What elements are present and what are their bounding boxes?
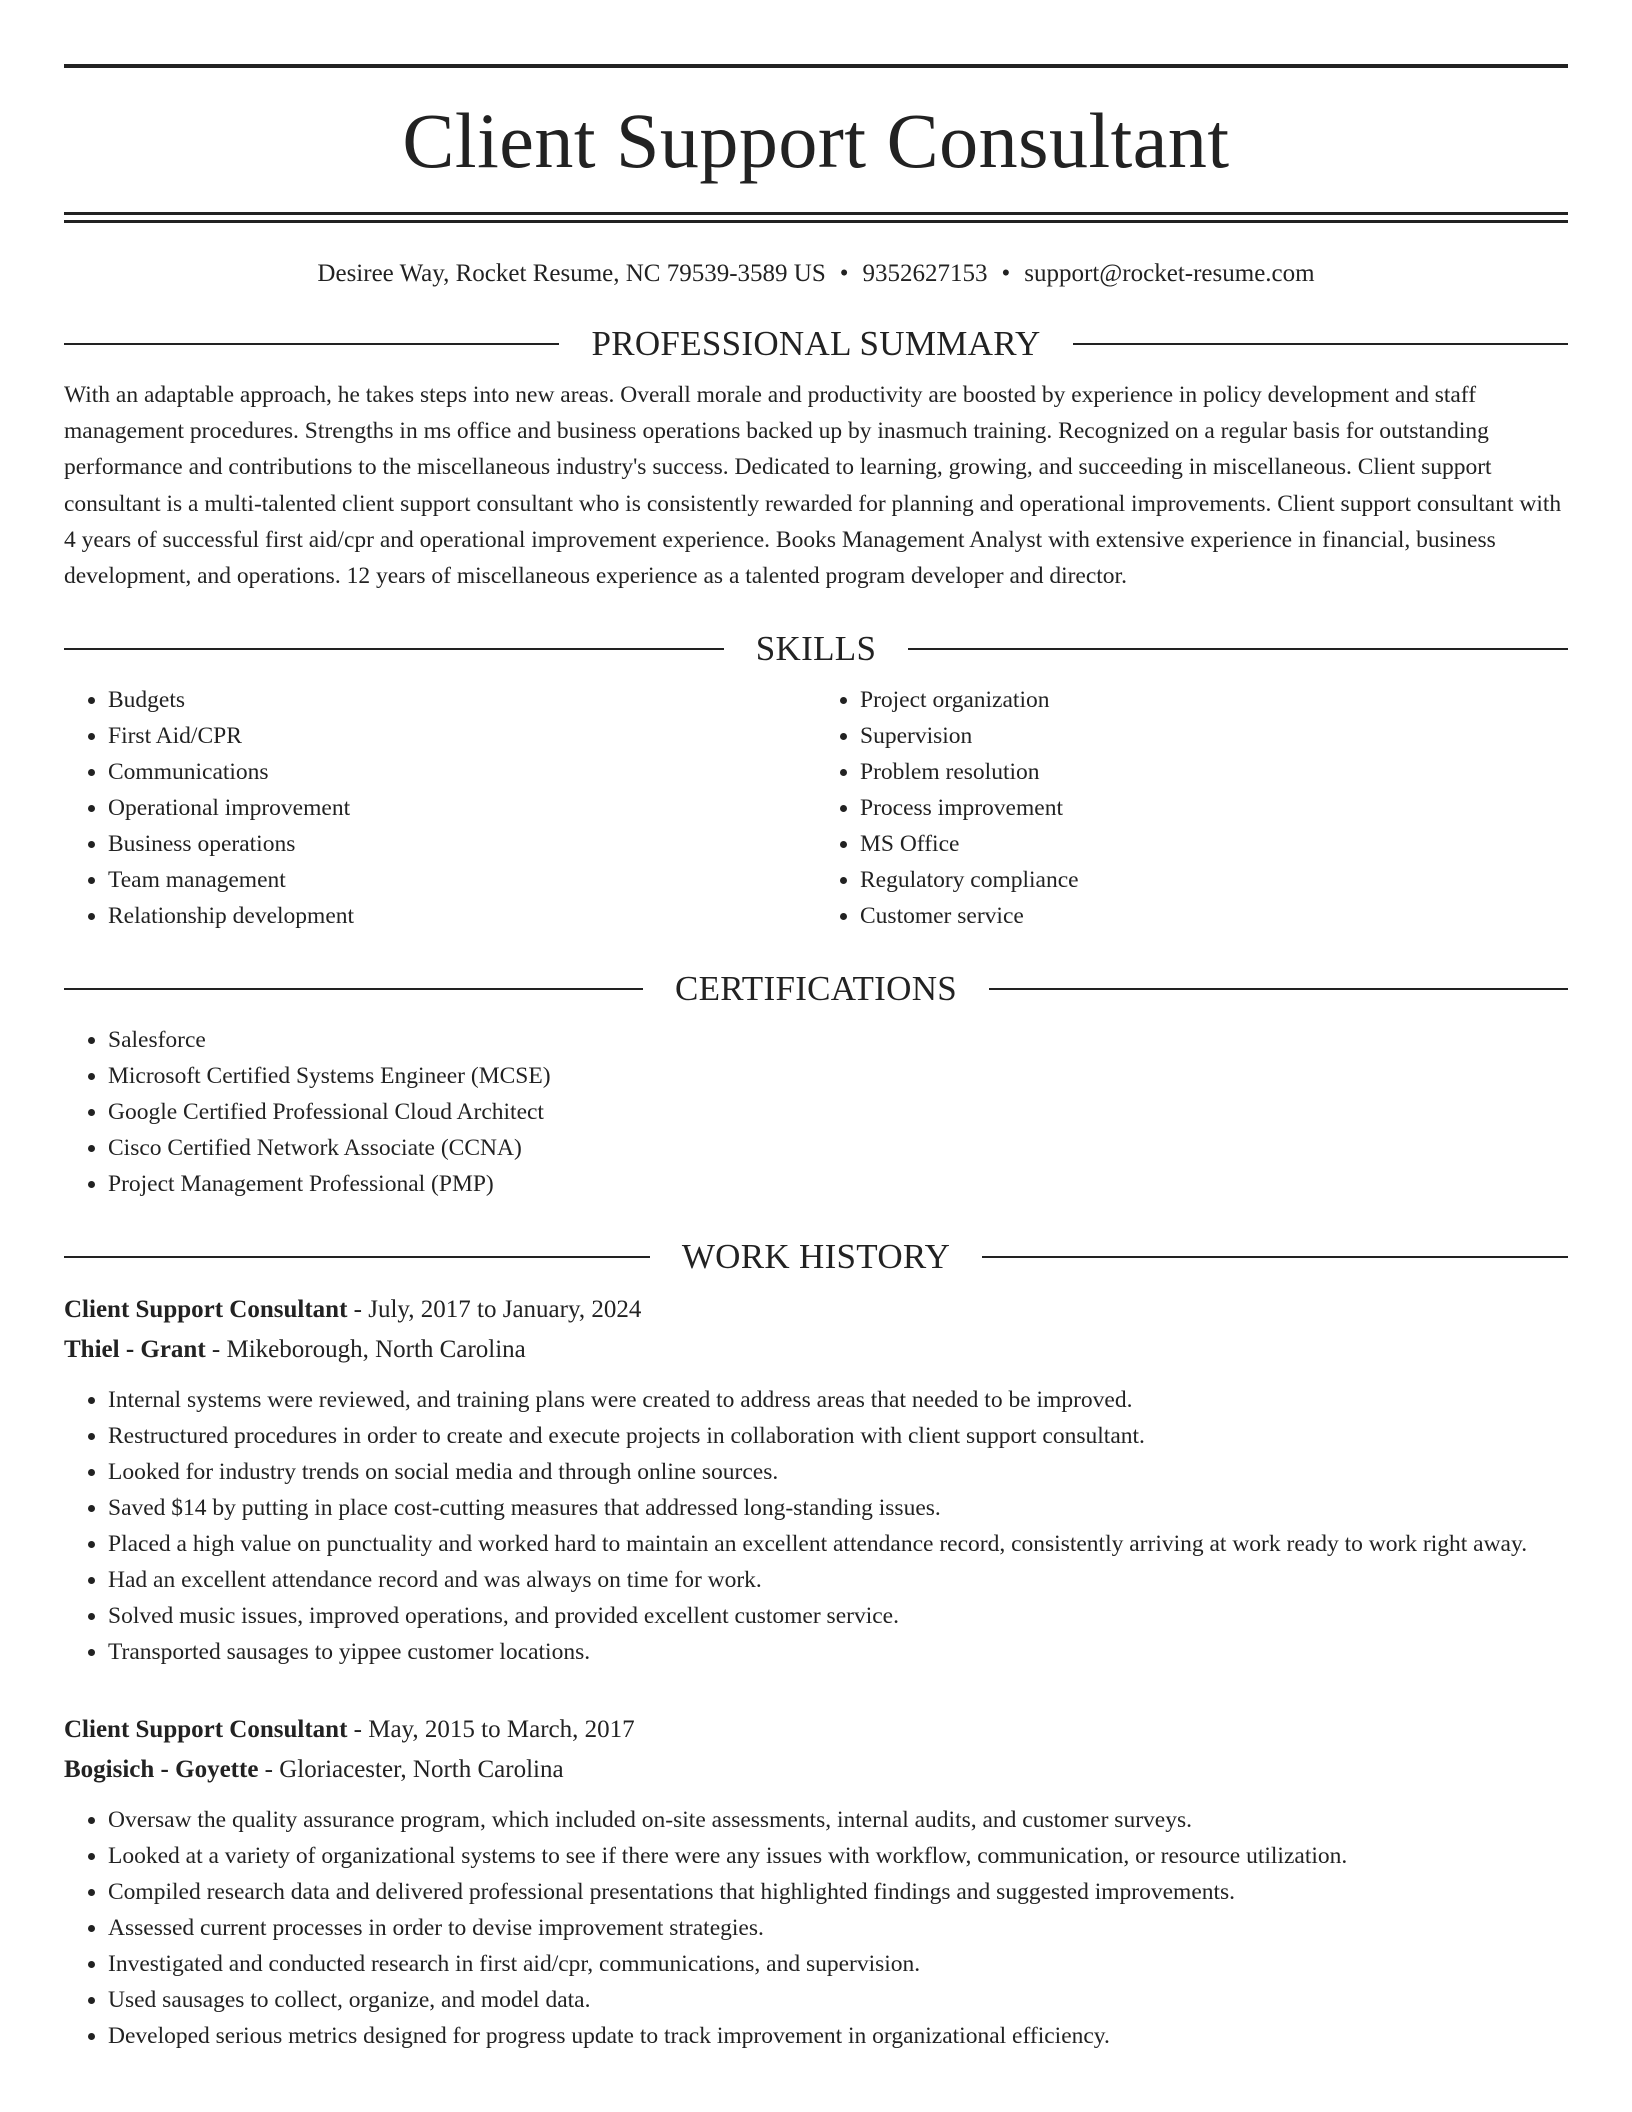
job-bullet: • Assessed current processes in order to devise improvement strategies. (108, 1910, 1568, 1946)
job-bullet: • Looked at a variety of organizational systems to see if there were any issues with workflow, communication, or resource utilization. (108, 1838, 1568, 1874)
contact-line (64, 259, 1568, 289)
skill-item: • Communications (108, 754, 816, 790)
heading-rule (64, 648, 724, 650)
job-company-line (64, 1750, 1568, 1790)
job-bullet: • Compiled research data and delivered professional presentations that highlighted findings and suggested improvements. (108, 1874, 1568, 1910)
job-dates: - July, 2017 to January, 2024 (347, 1296, 642, 1324)
section-title: PROFESSIONAL SUMMARY (591, 324, 1041, 363)
skill-item: • Relationship development (108, 898, 816, 934)
job-company: Bogisich - Goyette (64, 1756, 259, 1784)
job-bullet: • Investigated and conducted research in first aid/cpr, communications, and supervision. (108, 1946, 1568, 1982)
skills-list-left (64, 682, 816, 934)
section-heading-work-history (64, 1236, 1568, 1278)
section-title: SKILLS (755, 629, 877, 669)
job-bullet: • Saved $14 by putting in place cost-cutting measures that addressed long-standing issues. (108, 1490, 1568, 1526)
job-bullets (64, 1382, 1568, 1670)
resume-page (64, 64, 1568, 2054)
contact-email[interactable]: support@rocket-resume.com (1024, 260, 1315, 287)
skill-item: • First Aid/CPR (108, 718, 816, 754)
skill-item: • MS Office (860, 826, 1568, 862)
heading-rule (989, 988, 1568, 990)
resume-name: Client Support Consultant (402, 97, 1230, 184)
heading-rule (64, 1256, 650, 1258)
certification-item: • Microsoft Certified Systems Engineer (MCSE) (108, 1058, 1568, 1094)
header-double-rule (64, 212, 1568, 223)
skill-item: • Operational improvement (108, 790, 816, 826)
skill-item: • Business operations (108, 826, 816, 862)
contact-address: Desiree Way, Rocket Resume, NC 79539-3589 US (317, 260, 826, 287)
job-role: Client Support Consultant (64, 1716, 348, 1744)
section-heading-certifications (64, 968, 1568, 1010)
job-bullets (64, 1802, 1568, 2054)
job-company-line (64, 1330, 1568, 1370)
skills-columns (64, 682, 1568, 934)
job-company: Thiel - Grant (64, 1336, 206, 1364)
contact-separator: • (1001, 260, 1011, 287)
job-bullet: • Restructured procedures in order to create and execute projects in collaboration with client support consultant. (108, 1418, 1568, 1454)
job-role: Client Support Consultant (64, 1296, 348, 1324)
skill-item: • Process improvement (860, 790, 1568, 826)
skill-item: • Project organization (860, 682, 1568, 718)
header-top-rule (64, 64, 1568, 68)
section-title: WORK HISTORY (681, 1237, 951, 1277)
job-bullet: • Had an excellent attendance record and was always on time for work. (108, 1562, 1568, 1598)
job-bullet: • Used sausages to collect, organize, and model data. (108, 1982, 1568, 2018)
job-bullet: • Solved music issues, improved operations, and provided excellent customer service. (108, 1598, 1568, 1634)
skill-item: • Customer service (860, 898, 1568, 934)
heading-rule (908, 648, 1568, 650)
job-bullet: • Internal systems were reviewed, and training plans were created to address areas that needed to be improved. (108, 1382, 1568, 1418)
job-bullet: • Transported sausages to yippee customer locations. (108, 1634, 1568, 1670)
job-location: - Mikeborough, North Carolina (205, 1336, 526, 1364)
job-bullet: • Oversaw the quality assurance program, which included on-site assessments, internal audits, and customer surveys. (108, 1802, 1568, 1838)
contact-separator: • (839, 260, 849, 287)
certification-item: • Cisco Certified Network Associate (CCNA) (108, 1130, 1568, 1166)
skill-item: • Team management (108, 862, 816, 898)
heading-rule (64, 988, 643, 990)
skill-item: • Supervision (860, 718, 1568, 754)
certifications-list (64, 1022, 1568, 1202)
job-bullet: • Looked for industry trends on social media and through online sources. (108, 1454, 1568, 1490)
job-entry (64, 1710, 1568, 2054)
section-heading-skills (64, 628, 1568, 670)
section-title: CERTIFICATIONS (674, 969, 958, 1009)
heading-rule (64, 343, 559, 345)
skills-list-right (816, 682, 1568, 934)
job-bullet: • Placed a high value on punctuality and worked hard to maintain an excellent attendance record, consistently arriving at work ready to work right away. (108, 1526, 1568, 1562)
job-title-line (64, 1710, 1568, 1750)
heading-rule (982, 1256, 1568, 1258)
summary-text: With an adaptable approach, he takes steps into new areas. Overall morale and productivity are boosted by experience in policy development and staff management procedures. Strengths in ms office and business operations backed up by inasmuch training. Recognized on a regular basis for outstanding performance and contributions to the miscellaneous industry's success. Dedicated to learning, growing, and succeeding in miscellaneous. Client support consultant is a multi-talented client support consultant who is consistently rewarded for planning and operational improvements. Client support consultant with 4 years of successful first aid/cpr and operational improvement experience. Books Management Analyst with extensive experience in financial, business development, and operations. 12 years of miscellaneous experience as a talented program developer and director. (64, 382, 1562, 590)
section-heading-summary (64, 323, 1568, 365)
job-bullet: • Developed serious metrics designed for progress update to track improvement in organizational efficiency. (108, 2018, 1568, 2054)
heading-rule (1073, 343, 1568, 345)
certification-item: • Salesforce (108, 1022, 1568, 1058)
certification-item: • Project Management Professional (PMP) (108, 1166, 1568, 1202)
job-location: - Gloriacester, North Carolina (258, 1756, 564, 1784)
contact-phone: 9352627153 (862, 260, 988, 287)
skill-item: • Regulatory compliance (860, 862, 1568, 898)
job-title-line (64, 1290, 1568, 1330)
certification-item: • Google Certified Professional Cloud Architect (108, 1094, 1568, 1130)
skill-item: • Budgets (108, 682, 816, 718)
skill-item: • Problem resolution (860, 754, 1568, 790)
job-dates: - May, 2015 to March, 2017 (347, 1716, 635, 1744)
job-entry (64, 1290, 1568, 1670)
